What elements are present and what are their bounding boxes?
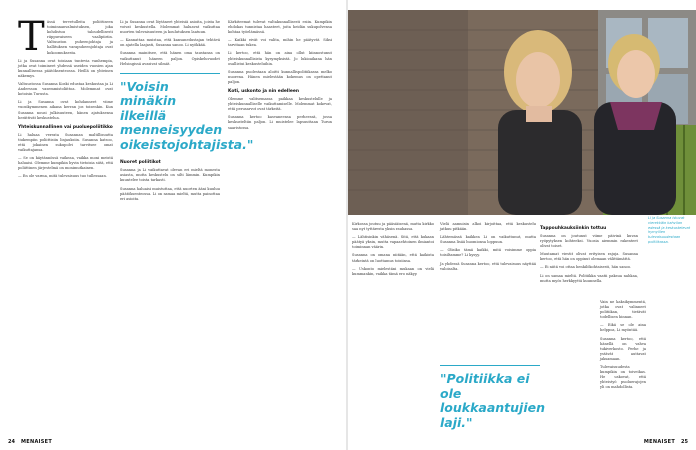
paragraph: Susanna mainitsee, että hänen oma taustansa on vaikuttanut häneen paljon. Opiskeluvuodet Helsingissä avasivat silmät. <box>120 51 220 66</box>
paragraph: — Kaikki eivät voi valita, mihin he päätyvät. Siksi tarvitaan tukea. <box>228 38 332 48</box>
paragraph: Ja yhdessä Susanna kertoo, että tulevaisuus näyttää valoisalta. <box>440 261 536 271</box>
paragraph: Li kertoo, että hän on aina ollut kiinnostunut yhteiskunnallisista kysymyksistä. Jo lukioaikana hän osallistui keskusteluihin. <box>228 51 332 66</box>
left-column-3 <box>228 20 332 134</box>
paragraph: Li ja Susanna ovat kohdanneet viime vuosikymmenen aikana kerran jos toisenkin. Kun Susanna nousi julkisuuteen, hänen ajatuksensa herättivät keskustelua. <box>18 100 113 120</box>
paragraph: Vielä aamuisin alkoi kirjoittaa, että keskustelu jatkuu pitkään. <box>440 222 536 232</box>
magazine-brand: MENAISET <box>20 439 53 445</box>
paragraph: Susanna ja Li vaikuttavat olevan eri mieltä monesta asiasta, mutta keskustelu on silti lämmin. Kumpikin kuuntelee toista tarkasti. <box>120 168 220 183</box>
subheading: Yhteiskunnallinen vai puoluepoliitikko <box>18 124 113 130</box>
paragraph: — Olisiko tämä kaikki, mitä voisimme oppia toisiltamme? Li kysyy. <box>440 248 536 258</box>
paragraph: — Uskonto mielestäni mukaan on vielä kummankin, vaikka tämä ero näkyy. <box>352 266 434 276</box>
drop-cap: T <box>18 14 45 60</box>
paragraph: — Lähtisinkin vähäsenä. Sitä, että kukaan päätyä yksin, mutta vapaaehtoinen ilmiantoi toiminnan väärin. <box>352 235 434 250</box>
left-column-1 <box>18 14 113 182</box>
subheading: Koti, uskonto ja nin edelleen <box>228 89 299 95</box>
pull-quote: "Voisin minäkin ilkeillä menneisyyden oikeistojohtajista." <box>120 73 220 153</box>
left-page <box>0 0 347 450</box>
right-footer <box>644 439 688 445</box>
paragraph: Susanna on omana niitään, että kaikista tärkeintä on luottamus toisiinsa. <box>352 253 434 263</box>
paragraph: Olemme valitsemassa paikkaa keskustelulle ja yhteiskunnalliselle vaikuttamiselle. Molemmat kokevat, että perusarvot ovat tärkeitä. <box>228 97 332 112</box>
paragraph: — En ole varma, mitä tulevaisuus tuo tullessaan. <box>18 174 107 179</box>
paragraph: — Ei niitä voi ottaa henkilökohtaisesti, hän sanoo. <box>540 265 632 270</box>
paragraph: Susanna on joutunut viime päivinä kuvan ryöpytyksen kohteeksi. Vuosia aiemmin rakenteet olivat toiset. <box>540 234 638 249</box>
paragraph: Kirkossa joutuu ja pääsiäisenä, mutta kirkko saa nyt tyttäresta yksin rauhassa. <box>352 222 434 232</box>
paragraph: Susanna puolestaan aloitti kunnallispolitiikassa melko nuorena. Hänen mielestään kokemus on opettanut paljon. <box>228 69 332 84</box>
right-column-2 <box>440 222 536 275</box>
right-column-4 <box>600 300 646 394</box>
right-column-3 <box>540 222 638 287</box>
page-number: 25 <box>681 439 688 445</box>
paragraph: — Eikä se ole aina helppoa, Li myöntää. <box>600 323 646 333</box>
paragraph: Susanna haluaisi muistuttaa, että nuorten ääni kuuluu päätöksenteossa. Li on samaa mieltä, mutta painottaa eri asioita. <box>120 186 220 201</box>
paragraph: Li ja Susanna ovat löytäneet yhteisiä asioita, joista he voivat keskustella. Molemmat haluavat vaikuttaa nuorten tulevaisuuteen ja koulutuksen laatuun. <box>120 20 220 35</box>
intro-paragraph: ässä tervetulleita poliittiseen toiminnanvalmistuksen, joka kohdistuu taloudellisesti riippuvaiseen vaalipiiriin. Valtuuston puheenjohtaja ja hallituksen varapuheenjohtaja ovat kokoomuksesta. <box>47 20 113 55</box>
paragraph: Susanna kertoo, että hänellä on vahva tukiverkosto. Perhe ja ystävät auttavat jaksamaan. <box>600 336 646 361</box>
paragraph: Li on samaa mieltä. Politiikka vaatii paksua nahkaa, mutta myös herkkyyttä kuunnella. <box>540 273 638 283</box>
cover-photo <box>348 10 696 215</box>
paragraph: Valtuustossa Susanna Koski edustaa keskustaa ja Li Andersson vasemmistoliittoa. Molemmat ovat kotoisin Turusta. <box>18 82 113 97</box>
magazine-brand: MENAISET <box>643 439 676 445</box>
left-footer <box>8 439 52 445</box>
paragraph: Tulevaisuudesta kumpikin on toiveikas. He uskovat, että yhteistyö puoluerajojen yli on mahdollista. <box>600 365 646 390</box>
page-number: 24 <box>8 439 15 445</box>
paragraph: Kärkiteemat tulevat valtakunnallisesti esiin. Kumpikin ehdokas tunnistaa haasteet, joita heidän sukupolvensa kohtaa työelämässä. <box>228 20 332 35</box>
subheading: Nuoret poliitikot <box>120 160 161 166</box>
paragraph: Li haluaa verrata Susannan maltillisuutta tiukempiin poliittisiin linjauksiin. Susanna katsoo, että jokainen sukupolvi tarvitsee omat vaikuttajansa. <box>18 132 113 152</box>
paragraph: — Se on käytännössä vaikeaa, vaikka moni meistä haluaisi. Olemme kumpikin hyvin tietoisia siitä, että poliittinen järjestelmä on monimutkainen. <box>18 156 113 171</box>
paragraph: — Kannattaa muistaa, että kansanedustajan tehtävä on ajatella laajasti, Susanna sanoo. Li nyökkää. <box>120 38 220 48</box>
paragraph: Li ja Susanna ovat toisiaan tuntevia vanhempia, jotka ovat toimineet yhdessä useiden vuosien ajan kunnallisessa päätöksenteossa. Heillä on yhteinen näkemys. <box>18 58 113 78</box>
subheading: Tappouhkauksiinkin tottuu <box>540 226 607 231</box>
photo-illustration <box>348 10 696 215</box>
paragraph: Susanna kertoo kasvaneensa perheessä, jossa keskusteltiin paljon. Li muistelee lapsuuttaan Turun saaristossa. <box>228 115 332 130</box>
left-column-2 <box>120 20 254 205</box>
right-column-1 <box>352 222 434 280</box>
paragraph: Vain ne kaksikymmentä, jotka ovat valinneet politiikan, tietävät todellisen hinnan. <box>600 300 646 320</box>
pull-quote-right: "Politiikka ei ole loukkaantujien laji." <box>440 365 540 430</box>
paragraph: Muutamat viestit olivat erityisen rajuja. Susanna kertoo, että hän on oppinut olemaan välittämättä. <box>540 252 638 262</box>
paragraph: Lähtemässä kaikkea Li on vaikuttunut, mutta Susanna lisää huomionsa loppuun. <box>440 235 536 245</box>
photo-caption: Li ja Susanna istuvat vierekkäin kahvilan edessä ja keskustelevat hymyillen tulevaisuudestaan politiikassa. <box>648 216 690 244</box>
